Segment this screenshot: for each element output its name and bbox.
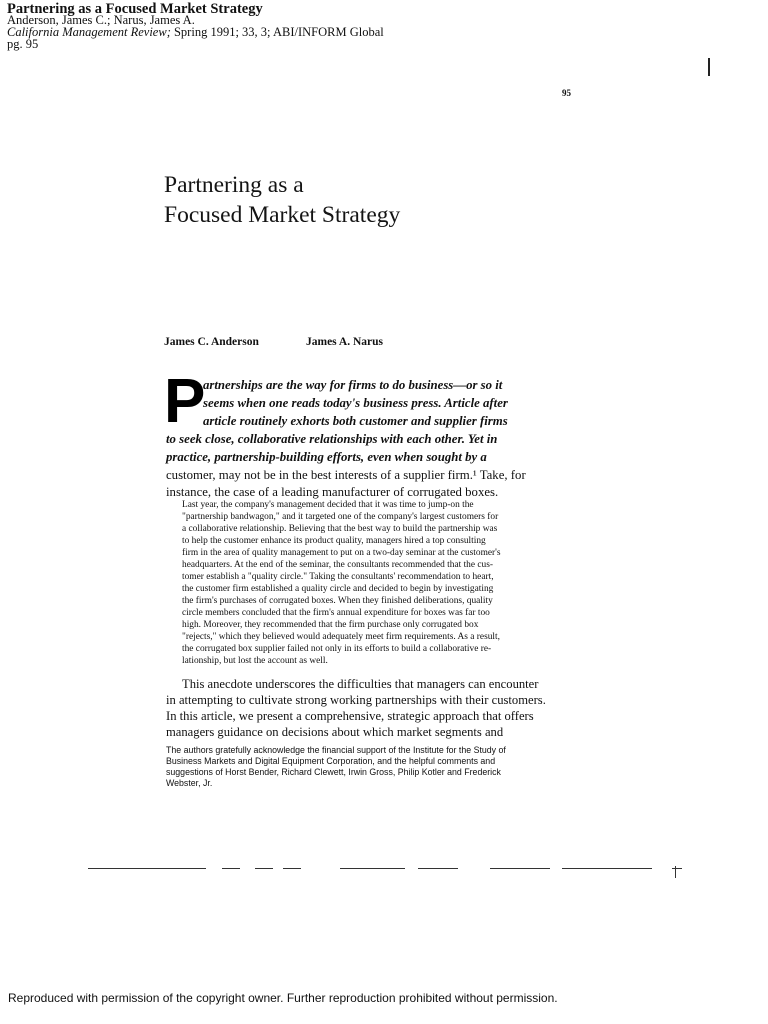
footnote-line: The authors gratefully acknowledge the financial support of the Institute for the Study of: [166, 745, 506, 755]
citation-authors: Anderson, James C.; Narus, James A.: [7, 13, 195, 27]
rule-tick: [675, 866, 676, 878]
lead-line: practice, partnership-building efforts, even when sought by a: [166, 450, 487, 464]
lead-line: article routinely exhorts both customer and supplier firms: [203, 414, 508, 428]
citation-journal: [7, 26, 384, 39]
body-line: in attempting to cultivate strong working partnerships with their customers.: [166, 693, 546, 707]
anecdote-line: the corrugated box supplier failed not only in its efforts to build a collaborative re-: [182, 644, 492, 654]
rule-segment: [283, 868, 301, 869]
body-line: In this article, we present a comprehensive, strategic approach that offers: [166, 709, 534, 723]
journal-name: California Management Review;: [7, 25, 171, 39]
scan-mark: [708, 58, 710, 76]
citation-page: pg. 95: [7, 37, 39, 51]
rule-segment: [418, 868, 458, 869]
anecdote-line: high. Moreover, they recommended that the firm purchase only corrugated box: [182, 620, 479, 630]
lead-line: artnerships are the way for firms to do business—or so it: [203, 378, 503, 392]
anecdote-line: "rejects," which they believed would adequately meet firm requirements. As a result,: [182, 632, 500, 642]
journal-issue: Spring 1991; 33, 3; ABI/INFORM Global: [170, 25, 384, 39]
footnote-line: suggestions of Horst Bender, Richard Clewett, Irwin Gross, Philip Kotler and Frederick: [166, 767, 501, 777]
anecdote-line: a collaborative relationship. Believing that the best way to build the partnership was: [182, 524, 498, 534]
rule-segment: [490, 868, 550, 869]
page-number: 95: [562, 88, 571, 98]
footnote-line: Business Markets and Digital Equipment Corporation, and the helpful comments and: [166, 756, 496, 766]
author-name: James A. Narus: [306, 336, 383, 348]
article-title-line: Focused Market Strategy: [164, 202, 401, 228]
rule-segment: [88, 868, 206, 869]
anecdote-line: headquarters. At the end of the seminar, the consultants recommended that the cus-: [182, 560, 493, 570]
lead-line: to seek close, collaborative relationships with each other. Yet in: [166, 432, 498, 446]
lead-line: instance, the case of a leading manufacturer of corrugated boxes.: [166, 485, 499, 499]
article-title: [164, 170, 400, 230]
copyright-notice: Reproduced with permission of the copyright owner. Further reproduction prohibited without permission.: [8, 991, 558, 1005]
rule-segment: [340, 868, 405, 869]
anecdote-line: tomer establish a "quality circle." Taking the consultants' recommendation to heart,: [182, 572, 494, 582]
anecdote-line: to help the customer enhance its product quality, managers hired a top consulting: [182, 536, 486, 546]
anecdote-line: circle members concluded that the firm's annual expenditure for boxes was far too: [182, 608, 490, 618]
anecdote-line: Last year, the company's management decided that it was time to jump-on the: [182, 500, 474, 510]
anecdote-line: the firm's purchases of corrugated boxes. When they finished deliberations, quality: [182, 596, 493, 606]
rule-segment: [562, 868, 652, 869]
anecdote-line: "partnership bandwagon," and it targeted one of the company's largest customers for: [182, 512, 499, 522]
drop-cap: P: [164, 367, 206, 436]
author-name: James C. Anderson: [164, 336, 259, 348]
anecdote-line: lationship, but lost the account as well.: [182, 656, 328, 666]
rule-segment: [255, 868, 273, 869]
rule-segment: [222, 868, 240, 869]
lead-line: seems when one reads today's business press. Article after: [203, 396, 508, 410]
article-title-line: Partnering as a: [164, 172, 304, 198]
lead-line: customer, may not be in the best interests of a supplier firm.¹ Take, for: [166, 468, 526, 482]
body-line: managers guidance on decisions about which market segments and: [166, 725, 504, 739]
footnote-line: Webster, Jr.: [166, 778, 213, 788]
anecdote-line: firm in the area of quality management to put on a two-day seminar at the customer's: [182, 548, 501, 558]
anecdote-line: the customer firm established a quality circle and decided to begin by investigating: [182, 584, 494, 594]
rule-segment: [672, 868, 682, 869]
body-line: This anecdote underscores the difficulties that managers can encounter: [182, 677, 539, 691]
citation-title: Partnering as a Focused Market Strategy: [7, 1, 263, 17]
